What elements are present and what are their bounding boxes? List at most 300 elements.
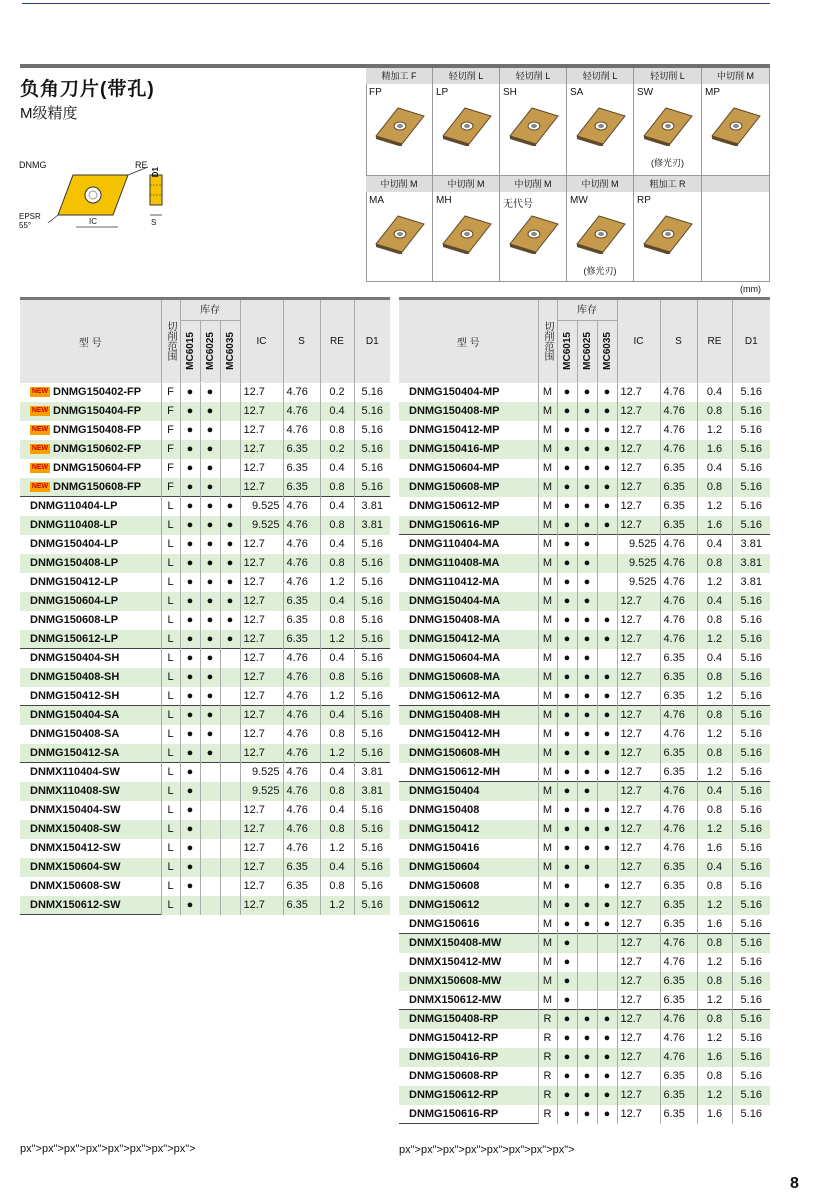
stock-mc6015: ● — [557, 649, 577, 668]
ic-cell: 12.7 — [617, 1086, 660, 1105]
table-row — [399, 459, 770, 478]
s-cell: 4.76 — [660, 934, 697, 953]
re-label: RE — [135, 160, 148, 170]
stock-mc6015: ● — [557, 630, 577, 649]
stock-mc6015: ● — [557, 820, 577, 839]
ic-cell: 9.525 — [240, 497, 283, 516]
ic-cell: 12.7 — [240, 573, 283, 592]
stock-mc6015: ● — [180, 744, 200, 763]
range-cell: R — [538, 1086, 557, 1105]
stock-mc6015: ● — [557, 972, 577, 991]
range-cell: F — [161, 421, 180, 440]
re-cell: 0.8 — [697, 744, 732, 763]
page-number: 8 — [790, 1175, 799, 1192]
table-row — [399, 953, 770, 972]
stock-mc6035: ● — [597, 516, 617, 535]
model-cell: NEW DNMG150602-FP — [20, 440, 161, 459]
ic-cell: 12.7 — [617, 896, 660, 915]
table-row — [399, 991, 770, 1010]
model-cell: DNMG150412-LP — [20, 573, 161, 592]
ic-cell: 12.7 — [617, 421, 660, 440]
range-cell: M — [538, 820, 557, 839]
re-cell: 0.4 — [320, 763, 354, 782]
stock-mc6015: ● — [557, 706, 577, 725]
d1-cell: 5.16 — [361, 880, 383, 892]
model-cell: DNMG150612-MH — [399, 763, 538, 782]
stock-mc6015: ● — [180, 820, 200, 839]
insert-photo-icon — [506, 214, 561, 254]
s-cell: 6.35 — [660, 459, 697, 478]
ic-cell: 12.7 — [617, 877, 660, 896]
chipbreaker-code: FP — [369, 87, 382, 98]
range-cell: M — [538, 877, 557, 896]
s-cell: 4.76 — [283, 421, 320, 440]
re-cell: 0.8 — [320, 820, 354, 839]
re-cell: 0.8 — [697, 1067, 732, 1086]
table-row — [399, 725, 770, 744]
grade-category: 轻切削 L — [634, 68, 702, 84]
ic-cell: 12.7 — [617, 915, 660, 934]
s-cell: 4.76 — [283, 497, 320, 516]
epsr-label: EPSR — [19, 212, 41, 221]
stock-mc6035 — [220, 649, 240, 668]
stock-mc6015: ● — [180, 573, 200, 592]
model-cell: DNMX110408-SW — [20, 782, 161, 801]
stock-mc6025: ● — [577, 687, 597, 706]
re-cell: 0.8 — [320, 782, 354, 801]
s-cell: 4.76 — [283, 554, 320, 573]
d1-cell: 5.16 — [354, 440, 390, 459]
range-cell: R — [538, 1010, 557, 1029]
s-cell: 4.76 — [283, 763, 320, 782]
stock-mc6015: ● — [557, 725, 577, 744]
s-cell: 6.35 — [660, 896, 697, 915]
table-row — [20, 383, 390, 402]
page-title: 负角刀片(带孔) — [20, 79, 155, 100]
ic-cell: 12.7 — [240, 839, 283, 858]
range-cell: F — [161, 402, 180, 421]
ic-cell: 12.7 — [617, 782, 660, 801]
s-cell: 6.35 — [660, 687, 697, 706]
table-row — [399, 858, 770, 877]
re-cell: 0.4 — [697, 592, 732, 611]
d1-cell: 3.81 — [740, 576, 762, 588]
range-cell: M — [538, 801, 557, 820]
stock-mc6015: ● — [180, 478, 200, 497]
s-header: S — [660, 299, 697, 383]
ic-cell: 12.7 — [617, 953, 660, 972]
stock-mc6025: ● — [577, 896, 597, 915]
range-cell: L — [161, 649, 180, 668]
range-cell: M — [538, 668, 557, 687]
d1-cell: 5.16 — [740, 614, 762, 626]
re-cell: 0.4 — [320, 858, 354, 877]
table-row — [20, 516, 390, 535]
s-cell: 6.35 — [660, 497, 697, 516]
stock-mc6015: ● — [180, 877, 200, 896]
model-cell: DNMX150612-SW — [20, 896, 161, 915]
ic-cell: 12.7 — [617, 497, 660, 516]
insert-photo-icon — [640, 106, 695, 146]
stock-mc6035: ● — [597, 421, 617, 440]
s-cell: 4.76 — [660, 953, 697, 972]
stock-mc6015: ● — [180, 535, 200, 554]
re-cell: 1.2 — [697, 725, 732, 744]
new-badge: NEW — [31, 426, 49, 434]
range-cell: F — [161, 440, 180, 459]
stock-mc6015: ● — [557, 611, 577, 630]
s-cell: 6.35 — [660, 516, 697, 535]
table-row — [20, 706, 390, 725]
s-cell: 4.76 — [283, 516, 320, 535]
ic-cell: 12.7 — [617, 459, 660, 478]
d1-cell: 3.81 — [732, 554, 770, 573]
range-cell: L — [161, 497, 180, 516]
re-cell: 1.2 — [697, 1086, 732, 1105]
re-cell: 0.4 — [697, 459, 732, 478]
range-cell: M — [538, 763, 557, 782]
stock-mc6015: ● — [557, 668, 577, 687]
stock-mc6035 — [597, 934, 617, 953]
stock-mc6025: ● — [200, 535, 220, 554]
range-cell: M — [538, 478, 557, 497]
stock-mc6035: ● — [597, 1010, 617, 1029]
stock-mc6035 — [597, 858, 617, 877]
range-cell: M — [538, 972, 557, 991]
re-cell: 1.6 — [697, 1105, 732, 1124]
table-row — [399, 611, 770, 630]
model-cell: DNMG150604-MA — [399, 649, 538, 668]
s-cell: 6.35 — [660, 478, 697, 497]
table-row — [399, 516, 770, 535]
s-cell: 4.76 — [660, 1048, 697, 1067]
range-cell: L — [161, 573, 180, 592]
range-cell: L — [161, 706, 180, 725]
ic-cell: 12.7 — [617, 383, 660, 402]
table-row — [20, 839, 390, 858]
ic-cell: 12.7 — [240, 896, 283, 915]
stock-mc6035 — [220, 383, 240, 402]
stock-mc6035: ● — [597, 725, 617, 744]
grade-header: MC6015 — [184, 332, 196, 371]
stock-mc6015: ● — [180, 839, 200, 858]
stock-mc6035: ● — [597, 440, 617, 459]
stock-mc6015: ● — [180, 896, 200, 915]
range-cell: L — [161, 801, 180, 820]
stock-mc6025: ● — [577, 421, 597, 440]
insert-photo-icon — [372, 106, 427, 146]
stock-mc6025: ● — [577, 1086, 597, 1105]
grade-header: MC6025 — [581, 332, 593, 371]
insert-photo-icon — [573, 106, 628, 146]
model-cell: DNMX150412-SW — [20, 839, 161, 858]
stock-mc6015: ● — [557, 402, 577, 421]
stock-mc6025: ● — [577, 611, 597, 630]
stock-mc6035 — [220, 801, 240, 820]
stock-mc6015: ● — [180, 858, 200, 877]
s-cell: 4.76 — [660, 535, 697, 554]
model-cell: DNMG150412-MH — [399, 725, 538, 744]
new-badge: NEW — [31, 388, 49, 396]
range-cell: R — [538, 1048, 557, 1067]
ic-cell: 12.7 — [240, 554, 283, 573]
re-cell: 0.8 — [697, 877, 732, 896]
d1-cell: 5.16 — [354, 630, 390, 649]
stock-mc6015: ● — [180, 554, 200, 573]
stock-mc6025: ● — [577, 1010, 597, 1029]
insert-photo-icon — [573, 214, 628, 254]
d1-header: D1 — [732, 299, 770, 383]
table-row — [20, 630, 390, 649]
stock-mc6025: ● — [577, 554, 597, 573]
stock-mc6035: ● — [220, 611, 240, 630]
grade-cell — [500, 84, 567, 176]
model-cell: DNMX150404-SW — [20, 801, 161, 820]
model-cell: DNMG150404-LP — [20, 535, 161, 554]
grade-cell — [702, 192, 770, 282]
d1-cell: 3.81 — [354, 782, 390, 801]
table-row — [399, 706, 770, 725]
stock-mc6025: ● — [200, 725, 220, 744]
d1-label: D1 — [151, 167, 160, 178]
ic-cell: 12.7 — [240, 421, 283, 440]
stock-mc6025 — [200, 877, 220, 896]
d1-cell: 5.16 — [361, 689, 383, 702]
d1-cell: 5.16 — [732, 972, 770, 991]
stock-mc6025: ● — [577, 440, 597, 459]
re-cell: 0.8 — [320, 421, 354, 440]
s-cell: 4.76 — [660, 383, 697, 402]
range-cell: M — [538, 687, 557, 706]
model-header: 型 号 — [20, 299, 161, 383]
chipbreaker-code: RP — [637, 195, 651, 206]
table-row — [20, 440, 390, 459]
table-filler-row — [20, 915, 390, 1143]
stock-mc6035: ● — [597, 687, 617, 706]
stock-mc6035: ● — [597, 402, 617, 421]
re-cell: 0.8 — [697, 611, 732, 630]
d1-cell: 5.16 — [740, 386, 762, 398]
re-cell: 1.2 — [320, 687, 354, 706]
re-cell: 1.2 — [697, 820, 732, 839]
stock-mc6015: ● — [180, 497, 200, 516]
model-cell: DNMG150608-MA — [399, 668, 538, 687]
ic-cell: 12.7 — [240, 402, 283, 421]
insert-photo-icon — [708, 106, 763, 146]
re-cell: 0.8 — [320, 554, 354, 573]
stock-mc6025: ● — [577, 1067, 597, 1086]
stock-mc6035 — [597, 972, 617, 991]
model-cell: DNMG150408-RP — [399, 1010, 538, 1029]
range-cell: L — [161, 839, 180, 858]
table-row — [399, 763, 770, 782]
re-cell: 0.4 — [320, 535, 354, 554]
range-cell: M — [538, 516, 557, 535]
stock-mc6015: ● — [557, 782, 577, 801]
grade-category: 轻切削 L — [567, 68, 634, 84]
stock-mc6025 — [200, 782, 220, 801]
range-cell: L — [161, 858, 180, 877]
stock-mc6015: ● — [180, 801, 200, 820]
s-cell: 6.35 — [283, 877, 320, 896]
stock-mc6035: ● — [220, 630, 240, 649]
ic-cell: 12.7 — [240, 440, 283, 459]
stock-mc6035: ● — [597, 459, 617, 478]
stock-mc6035 — [220, 858, 240, 877]
stock-mc6025 — [577, 991, 597, 1010]
grade-cell — [702, 84, 770, 176]
d1-cell: 5.16 — [361, 424, 383, 436]
s-cell: 6.35 — [660, 858, 697, 877]
table-row — [399, 934, 770, 953]
chipbreaker-cells — [366, 68, 770, 282]
ic-cell: 12.7 — [240, 744, 283, 763]
s-cell: 4.76 — [283, 535, 320, 554]
re-cell: 0.8 — [320, 725, 354, 744]
stock-mc6015: ● — [180, 649, 200, 668]
model-cell: DNMG150612-RP — [399, 1086, 538, 1105]
re-cell: 1.2 — [697, 497, 732, 516]
stock-mc6035 — [597, 592, 617, 611]
stock-mc6035 — [597, 554, 617, 573]
ic-cell: 12.7 — [617, 668, 660, 687]
table-row — [399, 440, 770, 459]
grade-cell — [433, 84, 500, 176]
stock-mc6015: ● — [557, 1086, 577, 1105]
stock-mc6035: ● — [220, 516, 240, 535]
range-cell: M — [538, 839, 557, 858]
stock-mc6025: ● — [200, 497, 220, 516]
stock-mc6025: ● — [577, 459, 597, 478]
stock-mc6035 — [220, 421, 240, 440]
table-row — [399, 972, 770, 991]
s-cell: 6.35 — [660, 1086, 697, 1105]
d1-cell: 5.16 — [361, 538, 383, 550]
range-cell: L — [161, 725, 180, 744]
stock-mc6035: ● — [220, 592, 240, 611]
s-cell: 4.76 — [283, 820, 320, 839]
s-cell: 6.35 — [283, 858, 320, 877]
stock-mc6015: ● — [180, 725, 200, 744]
re-cell: 0.8 — [697, 934, 732, 953]
grade-cell — [500, 192, 567, 282]
stock-mc6035: ● — [597, 1086, 617, 1105]
stock-mc6035 — [220, 706, 240, 725]
range-cell: M — [538, 535, 557, 554]
range-header: 切削范围 — [538, 299, 557, 383]
d1-cell: 5.16 — [732, 706, 770, 725]
re-cell: 0.8 — [697, 668, 732, 687]
re-cell: 0.8 — [320, 877, 354, 896]
grade-category: 轻切削 L — [433, 68, 500, 84]
new-badge: NEW — [31, 445, 49, 453]
model-cell: DNMG150608-MP — [399, 478, 538, 497]
table-row — [20, 592, 390, 611]
table-row — [399, 877, 770, 896]
stock-mc6035: ● — [220, 554, 240, 573]
grade-category: 中切削 M — [567, 176, 634, 192]
stock-mc6025: ● — [577, 820, 597, 839]
s-cell: 4.76 — [283, 383, 320, 402]
d1-cell: 3.81 — [354, 497, 390, 516]
d1-cell: 5.16 — [732, 402, 770, 421]
d1-header: D1 — [354, 299, 390, 383]
stock-mc6015: ● — [557, 573, 577, 592]
stock-mc6015: ● — [180, 383, 200, 402]
stock-mc6015: ● — [557, 953, 577, 972]
d1-cell: 5.16 — [361, 576, 383, 588]
stock-mc6025 — [200, 801, 220, 820]
ic-cell: 12.7 — [617, 687, 660, 706]
stock-mc6025: ● — [577, 535, 597, 554]
stock-mc6015: ● — [557, 801, 577, 820]
grade-category: 轻切削 L — [500, 68, 567, 84]
model-cell: DNMX150608-MW — [399, 972, 538, 991]
table-row — [399, 421, 770, 440]
table-row — [20, 782, 390, 801]
s-cell: 4.76 — [660, 402, 697, 421]
d1-cell: 5.16 — [740, 1070, 762, 1082]
s-cell: 4.76 — [660, 820, 697, 839]
model-cell: DNMX150612-MW — [399, 991, 538, 1010]
stock-mc6035: ● — [597, 497, 617, 516]
ic-cell: 12.7 — [240, 877, 283, 896]
re-cell: 0.4 — [320, 592, 354, 611]
stock-mc6025: ● — [200, 706, 220, 725]
stock-mc6015: ● — [557, 516, 577, 535]
grade-cell — [634, 192, 702, 282]
range-cell: R — [538, 1029, 557, 1048]
d1-cell: 5.16 — [732, 478, 770, 497]
ic-cell: 12.7 — [617, 402, 660, 421]
model-header: 型 号 — [399, 299, 538, 383]
d1-cell: 5.16 — [361, 728, 383, 740]
re-cell: 0.4 — [320, 706, 354, 725]
stock-mc6035: ● — [597, 1105, 617, 1124]
s-cell: 4.76 — [660, 706, 697, 725]
stock-mc6015: ● — [557, 934, 577, 953]
grade-header: MC6035 — [224, 332, 236, 371]
range-cell: M — [538, 896, 557, 915]
model-cell: DNMG150612-MP — [399, 497, 538, 516]
range-cell: L — [161, 516, 180, 535]
d1-cell: 3.81 — [354, 516, 390, 535]
ic-cell: 12.7 — [617, 649, 660, 668]
stock-mc6035 — [220, 478, 240, 497]
ic-cell: 12.7 — [617, 744, 660, 763]
chipbreaker-code: 无代号 — [503, 199, 533, 210]
stock-mc6035 — [220, 877, 240, 896]
table-row — [399, 649, 770, 668]
ic-cell: 12.7 — [240, 706, 283, 725]
model-cell: DNMX150408-MW — [399, 934, 538, 953]
d1-cell: 5.16 — [740, 424, 762, 436]
new-badge: NEW — [31, 407, 49, 415]
ic-label: IC — [89, 217, 97, 226]
s-cell: 4.76 — [660, 630, 697, 649]
stock-mc6015: ● — [557, 592, 577, 611]
stock-mc6035 — [597, 953, 617, 972]
stock-mc6015: ● — [557, 877, 577, 896]
ic-cell: 12.7 — [617, 763, 660, 782]
stock-mc6025 — [577, 953, 597, 972]
range-cell: L — [161, 763, 180, 782]
stock-mc6015: ● — [557, 1105, 577, 1124]
grade-cell — [567, 192, 634, 282]
range-cell: F — [161, 459, 180, 478]
insert-photo-icon — [439, 214, 494, 254]
range-header: 切削范围 — [161, 299, 180, 383]
